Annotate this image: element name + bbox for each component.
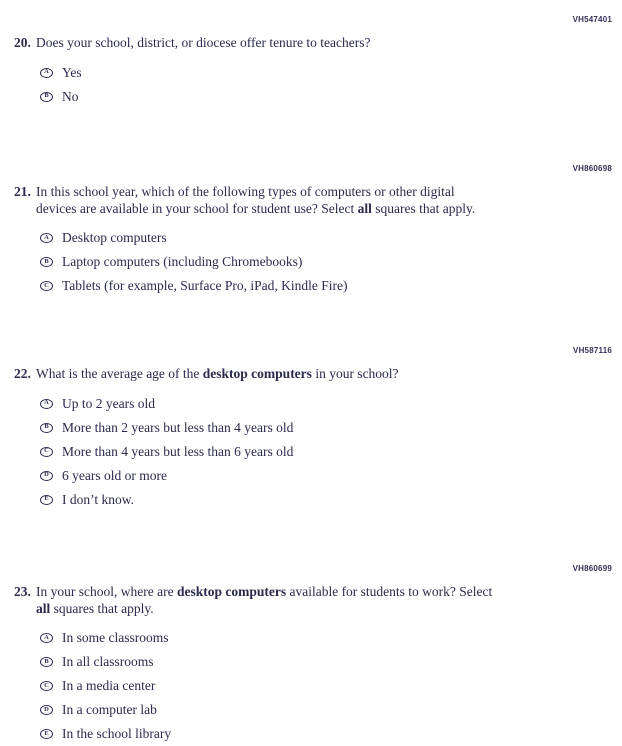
answer-bubble-a[interactable]: A (40, 633, 53, 643)
answer-bubble-a[interactable]: A (40, 399, 53, 409)
question-21-text (36, 184, 475, 217)
answer-bubble-c[interactable]: C (40, 681, 53, 691)
answer-bubble-a[interactable]: A (40, 68, 53, 78)
question-21-text-part-bold: all (357, 200, 372, 216)
question-20-text-part: Does your school, district, or diocese offer tenure to teachers? (36, 35, 371, 50)
question-23-text-part-bold: desktop computers (176, 584, 287, 599)
question-23-section (0, 564, 622, 746)
option-more-than-4-years[interactable] (40, 440, 622, 464)
question-21-text-part: In this school year, which of the following types of computers or other digital (36, 184, 455, 199)
question-23-text (36, 584, 492, 617)
option-i-dont-know[interactable] (40, 488, 622, 512)
option-yes[interactable] (40, 61, 622, 85)
question-23-code: VH860699 (572, 564, 612, 573)
question-20-number: 20. (14, 35, 31, 50)
option-label: In the school library (62, 726, 172, 741)
question-21-text-part: squares that apply. (371, 200, 476, 216)
answer-bubble-e[interactable]: E (40, 729, 53, 739)
question-21-code: VH860698 (572, 164, 612, 173)
answer-bubble-b[interactable]: B (40, 423, 53, 433)
option-label: In some classrooms (62, 630, 169, 645)
answer-bubble-c[interactable]: C (40, 447, 53, 457)
option-label: 6 years old or more (62, 467, 167, 483)
question-21-section (0, 164, 622, 298)
answer-bubble-d[interactable]: D (40, 471, 53, 481)
option-up-to-2-years[interactable] (40, 392, 622, 416)
question-22-number: 22. (14, 366, 31, 381)
question-22-options (40, 392, 622, 512)
option-label: I don’t know. (62, 491, 134, 507)
option-label: Tablets (for example, Surface Pro, iPad, Kindle Fire) (62, 278, 348, 293)
option-label: Laptop computers (including Chromebooks) (62, 254, 303, 269)
option-label: Up to 2 years old (62, 395, 155, 411)
option-desktop-computers[interactable] (40, 226, 622, 250)
option-tablets[interactable] (40, 274, 622, 298)
question-23-options (40, 626, 622, 746)
question-23-text-part-bold: all (36, 600, 51, 616)
option-label: In all classrooms (62, 654, 154, 669)
question-23-text-part: squares that apply. (50, 600, 154, 616)
answer-bubble-b[interactable]: B (40, 92, 53, 102)
question-23-text-part: available for students to work? Select (286, 584, 493, 599)
answer-bubble-b[interactable]: B (40, 257, 53, 267)
option-in-the-school-library[interactable] (40, 722, 622, 746)
answer-bubble-c[interactable]: C (40, 281, 53, 291)
option-label: Yes (62, 64, 82, 80)
question-21-text-part: devices are available in your school for student use? Select (36, 200, 358, 216)
question-23-number: 23. (14, 584, 31, 599)
answer-bubble-b[interactable]: B (40, 657, 53, 667)
question-22-text-part: in your school? (311, 366, 399, 381)
question-20-options (40, 61, 622, 109)
option-in-a-media-center[interactable] (40, 674, 622, 698)
option-6-years-or-more[interactable] (40, 464, 622, 488)
option-in-some-classrooms[interactable] (40, 626, 622, 650)
option-in-a-computer-lab[interactable] (40, 698, 622, 722)
option-label: More than 2 years but less than 4 years old (62, 419, 294, 435)
question-20-section (0, 15, 622, 109)
question-22-text-part: What is the average age of the (36, 366, 203, 381)
option-label: In a computer lab (62, 702, 157, 717)
option-laptop-computers[interactable] (40, 250, 622, 274)
answer-bubble-a[interactable]: A (40, 233, 53, 243)
option-in-all-classrooms[interactable] (40, 650, 622, 674)
question-21-options (40, 226, 622, 298)
question-22-text (36, 366, 399, 383)
question-22-section (0, 346, 622, 512)
question-20-text (36, 35, 371, 52)
option-label: No (62, 88, 79, 104)
option-no[interactable] (40, 85, 622, 109)
question-22-text-part-bold: desktop computers (202, 366, 312, 381)
question-21-number: 21. (14, 184, 31, 199)
option-label: More than 4 years but less than 6 years old (62, 443, 294, 459)
question-22-code: VH587116 (573, 346, 612, 355)
question-23-text-part: In your school, where are (36, 584, 177, 599)
option-label: Desktop computers (62, 230, 167, 245)
answer-bubble-d[interactable]: D (40, 705, 53, 715)
option-label: In a media center (62, 678, 156, 693)
option-more-than-2-years[interactable] (40, 416, 622, 440)
answer-bubble-e[interactable]: E (40, 495, 53, 505)
question-20-code: VH547401 (572, 15, 612, 24)
